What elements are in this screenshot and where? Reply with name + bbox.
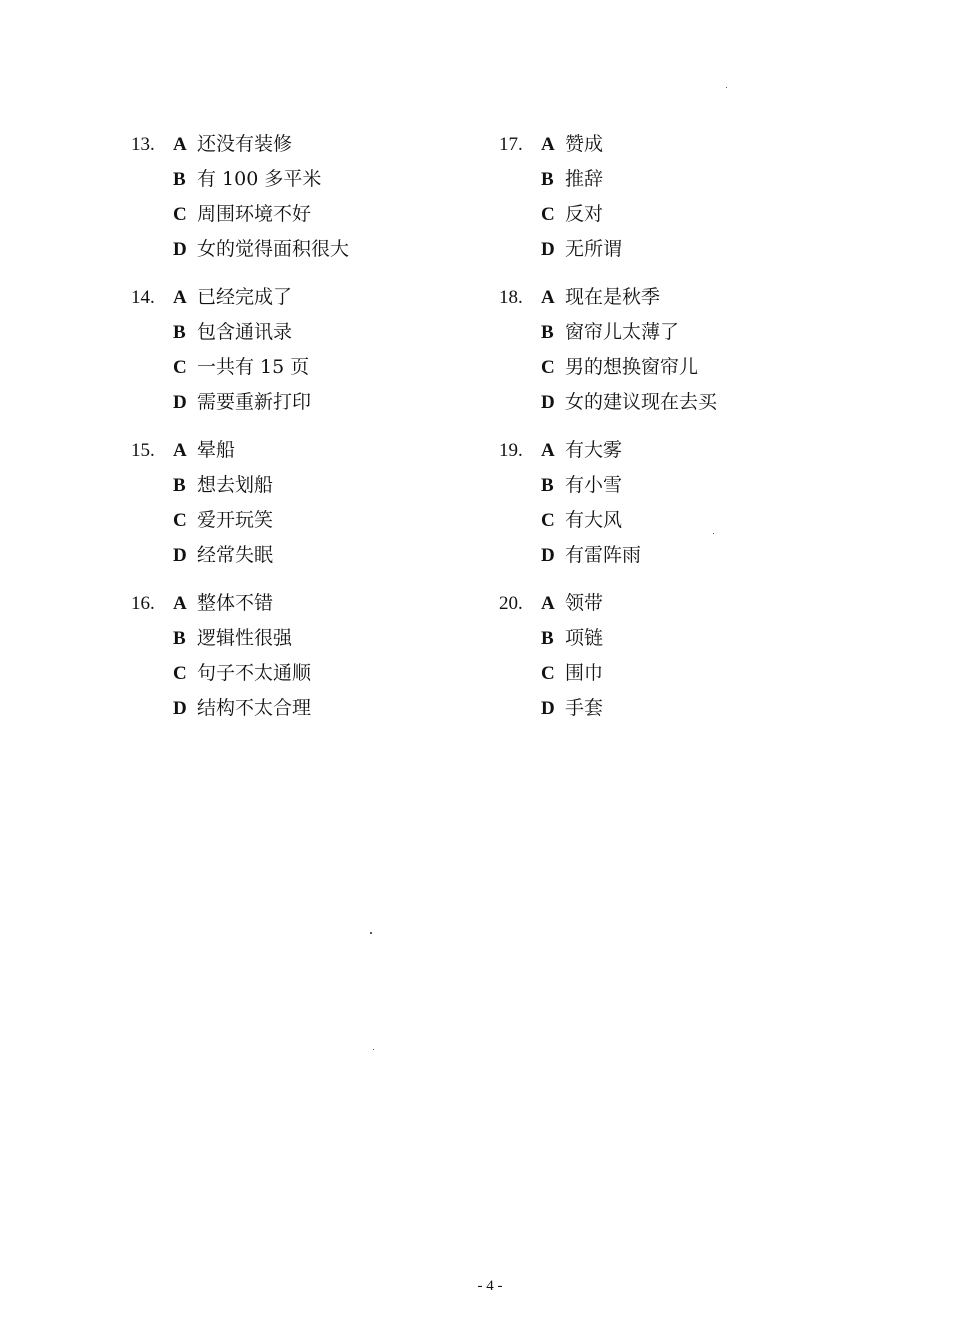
scan-speck — [713, 533, 714, 534]
option-row — [499, 468, 879, 503]
option-text: 周围环境不好 — [197, 203, 312, 225]
option-row — [131, 197, 511, 232]
option-letter: B — [173, 169, 186, 190]
option-letter: A — [541, 440, 555, 461]
option-row — [499, 280, 879, 315]
option-letter: A — [173, 134, 187, 155]
option-text: 领带 — [565, 592, 604, 614]
option-text: 女的觉得面积很大 — [197, 238, 350, 260]
option-row — [499, 162, 879, 197]
option-text: 有小雪 — [565, 474, 623, 496]
option-text: 整体不错 — [197, 592, 274, 614]
option-row — [131, 162, 511, 197]
option-row — [131, 350, 511, 385]
question-19 — [499, 433, 879, 573]
option-letter: B — [541, 169, 554, 190]
option-text: 有大雾 — [565, 439, 623, 461]
option-text: 男的想换窗帘儿 — [565, 356, 699, 378]
option-text: 一共有 15 页 — [197, 356, 310, 378]
option-row — [131, 280, 511, 315]
option-row — [499, 433, 879, 468]
option-row — [131, 691, 511, 726]
option-row — [131, 586, 511, 621]
option-text: 逻辑性很强 — [197, 627, 293, 649]
option-text: 推辞 — [565, 168, 604, 190]
option-row — [499, 586, 879, 621]
option-row — [131, 232, 511, 267]
option-letter: C — [541, 204, 555, 225]
option-letter: A — [541, 593, 555, 614]
question-14 — [131, 280, 511, 420]
option-row — [131, 315, 511, 350]
option-text: 有大风 — [565, 509, 623, 531]
option-row — [499, 350, 879, 385]
option-letter: C — [173, 510, 187, 531]
option-letter: B — [541, 322, 554, 343]
question-number: 16. — [131, 593, 155, 614]
option-letter: C — [173, 663, 187, 684]
option-row — [499, 538, 879, 573]
option-text: 还没有装修 — [197, 133, 293, 155]
option-row — [499, 385, 879, 420]
option-letter: B — [173, 322, 186, 343]
question-13 — [131, 127, 511, 267]
option-text: 女的建议现在去买 — [565, 391, 718, 413]
option-row — [499, 691, 879, 726]
option-text: 项链 — [565, 627, 604, 649]
option-letter: D — [173, 698, 187, 719]
option-letter: D — [541, 698, 555, 719]
option-letter: C — [541, 510, 555, 531]
option-row — [131, 385, 511, 420]
option-letter: C — [541, 357, 555, 378]
option-text: 手套 — [565, 697, 604, 719]
option-letter: B — [173, 628, 186, 649]
option-text: 需要重新打印 — [197, 391, 312, 413]
option-letter: D — [541, 392, 555, 413]
option-row — [499, 315, 879, 350]
option-letter: A — [173, 593, 187, 614]
scan-speck — [373, 1049, 374, 1050]
question-number: 15. — [131, 440, 155, 461]
option-text: 有 100 多平米 — [197, 168, 322, 190]
option-letter: D — [173, 392, 187, 413]
question-number: 18. — [499, 287, 523, 308]
question-number: 14. — [131, 287, 155, 308]
option-letter: A — [541, 287, 555, 308]
option-letter: B — [541, 628, 554, 649]
question-18 — [499, 280, 879, 420]
option-letter: C — [173, 357, 187, 378]
option-row — [131, 621, 511, 656]
option-text: 窗帘儿太薄了 — [565, 321, 680, 343]
option-row — [131, 433, 511, 468]
option-row — [131, 503, 511, 538]
option-text: 围巾 — [565, 662, 604, 684]
option-letter: A — [541, 134, 555, 155]
option-text: 包含通讯录 — [197, 321, 293, 343]
option-letter: D — [173, 239, 187, 260]
question-17 — [499, 127, 879, 267]
option-text: 无所谓 — [565, 238, 623, 260]
option-letter: A — [173, 287, 187, 308]
option-row — [499, 127, 879, 162]
option-text: 反对 — [565, 203, 604, 225]
scan-speck — [370, 932, 372, 934]
option-row — [499, 232, 879, 267]
option-row — [131, 127, 511, 162]
option-text: 结构不太合理 — [197, 697, 312, 719]
option-text: 爱开玩笑 — [197, 509, 274, 531]
question-number: 13. — [131, 134, 155, 155]
option-letter: D — [173, 545, 187, 566]
option-row — [499, 621, 879, 656]
page-number: - 4 - — [477, 1278, 503, 1294]
option-letter: D — [541, 239, 555, 260]
option-text: 经常失眠 — [197, 544, 274, 566]
option-text: 晕船 — [197, 439, 236, 461]
question-20 — [499, 586, 879, 726]
option-row — [131, 538, 511, 573]
option-text: 想去划船 — [197, 474, 274, 496]
option-text: 句子不太通顺 — [197, 662, 312, 684]
option-text: 现在是秋季 — [565, 286, 661, 308]
question-15 — [131, 433, 511, 573]
option-letter: B — [173, 475, 186, 496]
option-letter: B — [541, 475, 554, 496]
question-number: 17. — [499, 134, 523, 155]
scan-speck — [726, 87, 727, 88]
option-row — [499, 197, 879, 232]
option-row — [499, 503, 879, 538]
question-16 — [131, 586, 511, 726]
question-number: 19. — [499, 440, 523, 461]
option-text: 已经完成了 — [197, 286, 293, 308]
option-row — [499, 656, 879, 691]
option-letter: C — [173, 204, 187, 225]
question-number: 20. — [499, 593, 523, 614]
option-letter: D — [541, 545, 555, 566]
option-row — [131, 656, 511, 691]
option-text: 有雷阵雨 — [565, 544, 642, 566]
option-text: 赞成 — [565, 133, 604, 155]
option-letter: A — [173, 440, 187, 461]
option-row — [131, 468, 511, 503]
option-letter: C — [541, 663, 555, 684]
